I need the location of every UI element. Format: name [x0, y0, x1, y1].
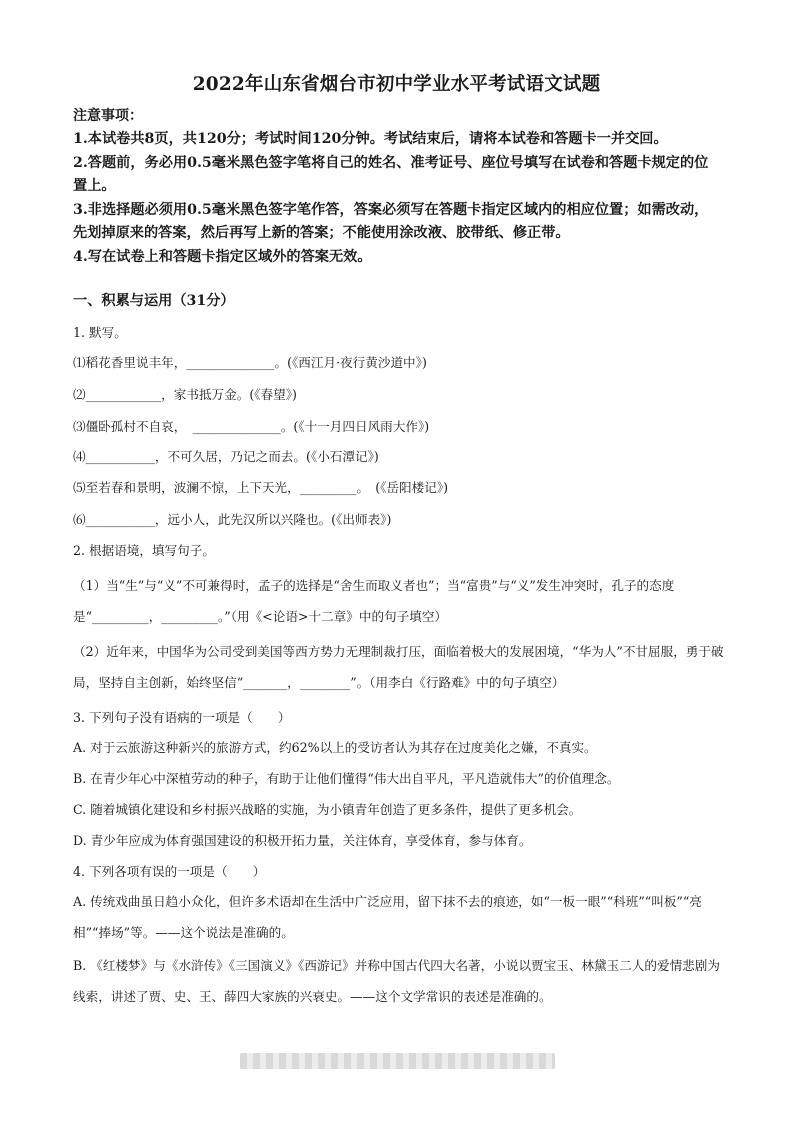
- notice-list: [73, 128, 721, 269]
- notice-item: 1.本试卷共8页，共120分；考试时间120分钟。考试结束后，请将本试卷和答题卡一并交回。: [73, 131, 668, 147]
- notice-item: 4.写在试卷上和答题卡指定区域外的答案无效。: [73, 248, 372, 265]
- question-1-item: ⑷___________，不可久居，乃记之而去。(《小石潭记》): [73, 449, 379, 464]
- question-3-stem: 3. 下列句子没有语病的一项是（ ）: [73, 710, 291, 725]
- question-4-option-b: B. 《红楼梦》与《水浒传》《三国演义》《西游记》并称中国古代四大名著，小说以贾宝玉、林黛玉二人的爱情悲剧为线索，讲述了贾、史、王、薛四大家族的兴衰史。——这个文学常识的表述是准确的。: [73, 958, 720, 1004]
- question-1-item: ⑵____________，家书抵万金。(《春望》): [73, 387, 297, 402]
- question-1-item: ⑹___________，远小人，此先汉所以兴隆也。(《出师表》): [73, 512, 392, 527]
- question-1-item: ⑴稻花香里说丰年，______________。(《西江月·夜行黄沙道中》): [73, 355, 427, 370]
- question-3-option-a: A. 对于云旅游这种新兴的旅游方式，约62%以上的受访者认为其存在过度美化之嫌，不真实。: [73, 740, 597, 755]
- notice-item: 3.非选择题必须用0.5毫米黑色签字笔作答，答案必须写在答题卡指定区域内的相应位置；如需改动，先划掉原来的答案，然后再写上新的答案；不能使用涂改液、胶带纸、修正带。: [73, 201, 709, 241]
- section-heading: 一、积累与运用（31分）: [73, 293, 235, 309]
- question-2-part-1: （1）当“生”与“义”不可兼得时，孟子的选择是“舍生而取义者也”；当“富贵”与“义”发生冲突时，孔子的态度是“_________，_________。”（用《<论语>十二章》中的句子填空）: [73, 578, 675, 624]
- question-1-stem: 1. 默写。: [73, 325, 127, 340]
- question-1-item: ⑸至若春和景明，波澜不惊，上下天光，_________。 (《岳阳楼记》): [73, 480, 449, 495]
- question-2-stem: 2. 根据语境，填写句子。: [73, 543, 215, 558]
- question-1-item: ⑶僵卧孤村不自哀， ______________。(《十一月四日风雨大作》): [73, 419, 430, 434]
- question-3-option-c: C. 随着城镇化建设和乡村振兴战略的实施，为小镇青年创造了更多条件，提供了更多机会。: [73, 802, 582, 817]
- notice-item: 2.答题前，务必用0.5毫米黑色签字笔将自己的姓名、准考证号、座位号填写在试卷和答题卡规定的位置上。: [73, 154, 709, 194]
- question-3-option-d: D. 青少年应成为体育强国建设的积极开拓力量，关注体育，享受体育，参与体育。: [73, 833, 532, 848]
- question-4-stem: 4. 下列各项有误的一项是（ ）: [73, 864, 266, 879]
- question-3-option-b: B. 在青少年心中深植劳动的种子，有助于让他们懂得“伟大出自平凡，平凡造就伟大”的价值理念。: [73, 771, 620, 786]
- page-title: 2022年山东省烟台市初中学业水平考试语文试题: [192, 74, 601, 95]
- question-4-option-a: A. 传统戏曲虽日趋小众化，但许多术语却在生活中广泛应用，留下抹不去的痕迹，如“一板一眼”“科班”“叫板”“亮相”“捧场”等。——这个说法是准确的。: [73, 894, 702, 940]
- notice-heading: 注意事项：: [73, 108, 143, 124]
- blurred-footer-watermark: [240, 1053, 555, 1069]
- question-2-part-2: （2）近年来，中国华为公司受到美国等西方势力无理制裁打压，面临着极大的发展困境，“华为人”不甘屈服，勇于破局，坚持自主创新，始终坚信“_______，________”。（用李白《行路难》中的句子填空）: [73, 644, 724, 690]
